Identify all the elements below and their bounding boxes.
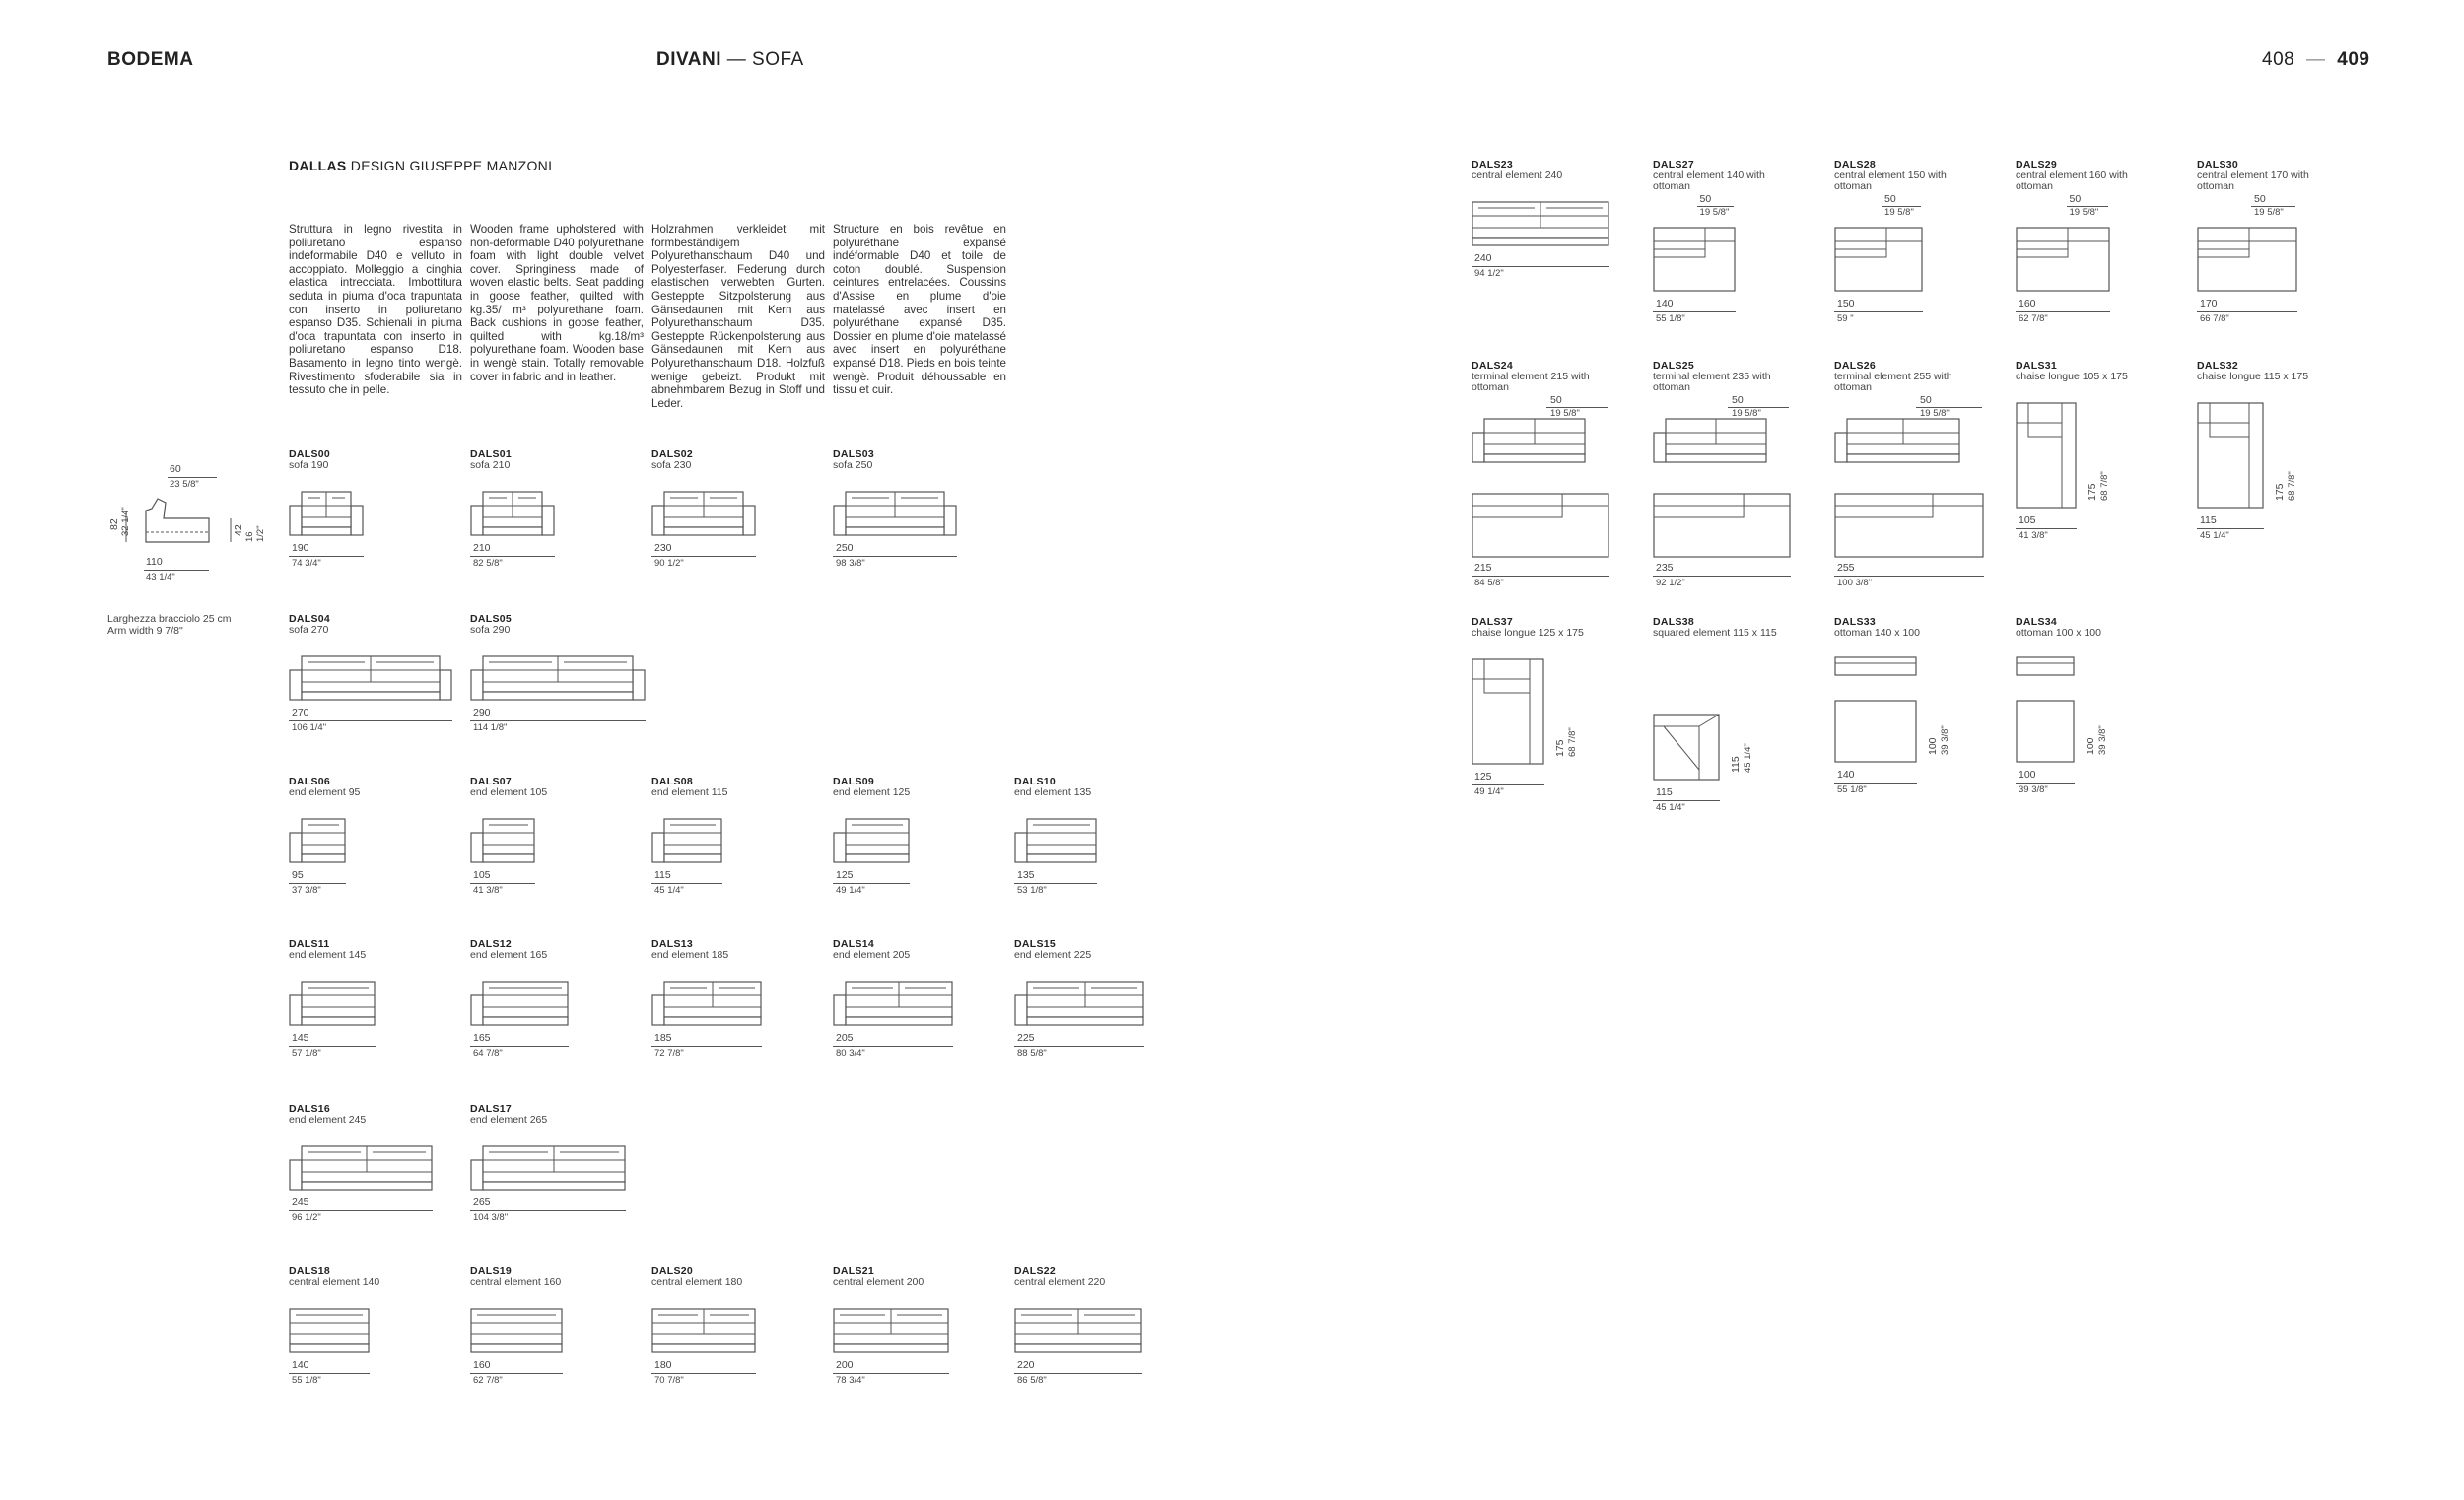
- module-label: sofa 210: [470, 459, 511, 471]
- module-top-dim-in: 19 5/8": [1699, 207, 1730, 218]
- module-width-in: 37 3/8": [292, 885, 321, 896]
- module-dals27: [1653, 159, 1828, 324]
- module-label: central element 170 with ottoman: [2197, 170, 2309, 192]
- module-top-dim-in: 19 5/8": [1920, 408, 1950, 419]
- module-plan-drawing: [289, 491, 364, 543]
- module-code: DALS00: [289, 448, 331, 460]
- module-width-cm: 140: [292, 1359, 309, 1371]
- module-width-in: 55 1/8": [1837, 784, 1867, 795]
- module-width-in: 41 3/8": [473, 885, 503, 896]
- module-label: central element 200: [833, 1276, 924, 1288]
- module-top-dim-cm: 50: [2254, 193, 2266, 205]
- module-width-cm: 115: [2200, 514, 2217, 526]
- module-width-in: 100 3/8": [1837, 578, 1873, 588]
- module-label: chaise longue 125 x 175: [1472, 627, 1584, 639]
- module-plan-drawing: [1472, 201, 1609, 253]
- description-it: Struttura in legno rivestita in poliuretano espanso indeformabile D40 e velluto in accoppiato. Molleggio a cinghia elastica intrecciata. Imbottitura seduta in piuma d'oca trapuntata con inserto in poliuretano espanso D35. Schienali in piuma d'oca trapuntata con inserto in poliuretano espanso D18. Basamento in legno tinto wengè. Rivestimento sfoderabile sia in tessuto che in pelle.: [289, 223, 462, 397]
- module-plan-drawing: [289, 1308, 370, 1360]
- module-top-dim-in: 19 5/8": [1732, 408, 1761, 419]
- module-width-in: 88 5/8": [1017, 1048, 1047, 1058]
- module-code: DALS05: [470, 613, 513, 625]
- module-width-in: 66 7/8": [2200, 313, 2229, 324]
- module-dals33: [1834, 616, 2010, 795]
- module-dals15: [1014, 938, 1190, 1058]
- module-width-cm: 290: [473, 707, 491, 718]
- module-width-in: 39 3/8": [2019, 784, 2048, 795]
- module-code: DALS15: [1014, 938, 1057, 950]
- module-label: chaise longue 105 x 175: [2016, 371, 2128, 382]
- module-code: DALS29: [2016, 159, 2058, 170]
- module-width-cm: 125: [836, 869, 854, 881]
- module-width-cm: 185: [654, 1032, 672, 1044]
- module-code: DALS23: [1472, 159, 1514, 170]
- module-label: end element 135: [1014, 786, 1092, 798]
- module-code: DALS20: [651, 1265, 694, 1277]
- page-left-number: 408: [2262, 49, 2295, 70]
- module-width-in: 64 7/8": [473, 1048, 503, 1058]
- module-width-in: 45 1/4": [654, 885, 684, 896]
- module-dals08: [651, 776, 827, 896]
- module-plan-drawing: [833, 818, 910, 870]
- module-width-in: 59 ": [1837, 313, 1854, 324]
- module-width-cm: 115: [654, 869, 671, 881]
- module-label: end element 245: [289, 1114, 367, 1125]
- module-dals25: [1653, 360, 1828, 588]
- module-plan-drawing: [833, 1308, 949, 1360]
- module-side-dim-in: 68 7/8": [1567, 727, 1578, 757]
- module-plan-drawing: [470, 655, 646, 708]
- module-dals30: [2197, 159, 2372, 324]
- module-dals20: [651, 1265, 827, 1386]
- profile-depth-cm: 60: [170, 463, 181, 475]
- module-width-in: 84 5/8": [1474, 578, 1504, 588]
- module-width-cm: 225: [1017, 1032, 1035, 1044]
- module-code: DALS02: [651, 448, 694, 460]
- module-top-dim-cm: 50: [1699, 193, 1712, 205]
- module-width-cm: 115: [1656, 786, 1673, 798]
- description-en: Wooden frame upholstered with non-deformable D40 polyurethane foam with light double velvet cover. Springiness made of woven elastic belts. Seat padding in goose feather, quilted with kg.35/ m³ polyurethane foam. Back cushions in goose feather, quilted with kg.18/m³ polyurethane foam. Wooden base in wengè stain. Totally removable cover in fabric and in leather.: [470, 223, 644, 383]
- module-width-cm: 95: [292, 869, 304, 881]
- module-top-dim-in: 19 5/8": [2254, 207, 2284, 218]
- module-dals17: [470, 1103, 646, 1223]
- module-dals18: [289, 1265, 464, 1386]
- module-width-in: 72 7/8": [654, 1048, 684, 1058]
- module-plan-drawing: [289, 981, 376, 1033]
- module-plan-drawing: [1014, 1308, 1142, 1360]
- module-side-dim-in: 39 3/8": [1940, 725, 1951, 755]
- module-code: DALS28: [1834, 159, 1877, 170]
- module-plan-drawing: [2016, 402, 2077, 515]
- module-dals07: [470, 776, 646, 896]
- module-code: DALS31: [2016, 360, 2058, 372]
- module-top-dim-in: 19 5/8": [2069, 207, 2099, 218]
- module-width-in: 55 1/8": [1656, 313, 1685, 324]
- module-width-in: 104 3/8": [473, 1212, 509, 1223]
- module-side-dim-cm: 175: [2274, 483, 2286, 501]
- module-plan-drawing: [2197, 402, 2264, 515]
- module-label: sofa 290: [470, 624, 511, 636]
- module-width-in: 62 7/8": [2019, 313, 2048, 324]
- module-plan-drawing: [651, 1308, 756, 1360]
- profile-width-cm: 110: [146, 556, 163, 568]
- module-plan-drawing: [1014, 818, 1097, 870]
- module-side-dim-cm: 115: [1730, 756, 1742, 773]
- module-width-in: 62 7/8": [473, 1375, 503, 1386]
- module-plan-drawing: [470, 981, 569, 1033]
- module-code: DALS08: [651, 776, 694, 787]
- module-width-in: 106 1/4": [292, 722, 327, 733]
- page-numbers: [2262, 49, 2369, 71]
- module-width-cm: 105: [473, 869, 491, 881]
- module-plan-drawing: [1834, 227, 1923, 299]
- module-side-dim-cm: 100: [1927, 737, 1939, 755]
- module-label: end element 225: [1014, 949, 1092, 961]
- profile-width-in: 43 1/4": [146, 572, 175, 582]
- module-plan-drawing: [1834, 656, 1917, 770]
- module-dals23: [1472, 159, 1647, 279]
- module-dals12: [470, 938, 646, 1058]
- module-dals04: [289, 613, 464, 733]
- module-width-in: 78 3/4": [836, 1375, 865, 1386]
- module-width-cm: 105: [2019, 514, 2036, 526]
- module-plan-drawing: [2016, 656, 2075, 770]
- module-plan-drawing: [1653, 227, 1736, 299]
- module-code: DALS03: [833, 448, 875, 460]
- module-width-in: 82 5/8": [473, 558, 503, 569]
- module-label: central element 240: [1472, 170, 1563, 181]
- module-top-dim-cm: 50: [1732, 394, 1744, 406]
- module-dals28: [1834, 159, 2010, 324]
- module-width-in: 98 3/8": [836, 558, 865, 569]
- module-label: terminal element 215 with ottoman: [1472, 371, 1590, 393]
- module-code: DALS16: [289, 1103, 331, 1115]
- module-width-in: 45 1/4": [2200, 530, 2229, 541]
- module-label: sofa 190: [289, 459, 329, 471]
- page-right-number: 409: [2337, 49, 2370, 70]
- module-width-in: 53 1/8": [1017, 885, 1047, 896]
- module-dals02: [651, 448, 827, 569]
- module-width-cm: 165: [473, 1032, 491, 1044]
- module-code: DALS27: [1653, 159, 1695, 170]
- module-dals21: [833, 1265, 1008, 1386]
- module-code: DALS12: [470, 938, 513, 950]
- module-width-cm: 215: [1474, 562, 1492, 574]
- description-fr: Structure en bois revêtue en polyuréthane expansé indéformable D40 et toile de coton doublé. Suspension ceintures entrelacées. Coussins d'Assise en plume d'oie matelassé avec insert en polyuréthane expansé D35. Dossier en plume d'oie matelassé avec insert en polyuréthane expansé D18. Pieds en bois teinte wengè. Produit déhoussable en tissu et cuir.: [833, 223, 1006, 397]
- module-label: central element 220: [1014, 1276, 1106, 1288]
- module-width-in: 86 5/8": [1017, 1375, 1047, 1386]
- module-plan-drawing: [470, 818, 535, 870]
- module-label: end element 145: [289, 949, 367, 961]
- module-code: DALS04: [289, 613, 331, 625]
- module-width-in: 49 1/4": [1474, 786, 1504, 797]
- module-plan-drawing: [2197, 227, 2297, 299]
- module-dals24: [1472, 360, 1647, 588]
- module-dals09: [833, 776, 1008, 896]
- module-label: end element 105: [470, 786, 548, 798]
- module-width-cm: 145: [292, 1032, 309, 1044]
- module-label: sofa 250: [833, 459, 873, 471]
- module-label: chaise longue 115 x 175: [2197, 371, 2309, 382]
- module-label: end element 115: [651, 786, 728, 798]
- module-plan-drawing: [1653, 418, 1791, 563]
- module-side-dim-in: 68 7/8": [2099, 471, 2110, 501]
- module-width-cm: 250: [836, 542, 854, 554]
- module-label: squared element 115 x 115: [1653, 627, 1777, 639]
- section-title: DIVANI — SOFA: [656, 49, 804, 70]
- module-dals14: [833, 938, 1008, 1058]
- module-plan-drawing: [651, 491, 756, 543]
- module-width-cm: 140: [1837, 769, 1855, 781]
- profile-seat-in: 16 1/2": [244, 525, 266, 542]
- module-label: end element 165: [470, 949, 548, 961]
- module-dals32: [2197, 360, 2372, 541]
- module-label: central element 160 with ottoman: [2016, 170, 2128, 192]
- module-label: end element 95: [289, 786, 361, 798]
- module-top-dim-cm: 50: [1920, 394, 1932, 406]
- description-de: Holzrahmen verkleidet mit formbeständigem Polyurethanschaum D40 und Polyesterfaser. Federung durch elastischen verwebten Gurten. Gesteppte Sitzpolsterung aus Gänsedaunen mit Kern aus Polyurethanschaum D35. Gesteppte Rückenpolsterung aus Gänsedaunen mit Kern aus Polyurethanschaum D18. Holzfuß wenige gebeizt. Produkt mit abnehmbarem Bezug in Stoff und Leder.: [651, 223, 825, 410]
- module-dals37: [1472, 616, 1647, 797]
- module-label: end element 205: [833, 949, 911, 961]
- module-code: DALS25: [1653, 360, 1695, 372]
- module-dals38: [1653, 616, 1828, 813]
- module-label: ottoman 140 x 100: [1834, 627, 1920, 639]
- module-code: DALS13: [651, 938, 694, 950]
- module-width-in: 74 3/4": [292, 558, 321, 569]
- module-plan-drawing: [833, 491, 957, 543]
- module-dals13: [651, 938, 827, 1058]
- module-side-dim-cm: 100: [2085, 737, 2096, 755]
- module-plan-drawing: [289, 655, 452, 708]
- module-width-cm: 255: [1837, 562, 1855, 574]
- module-code: DALS30: [2197, 159, 2239, 170]
- module-dals31: [2016, 360, 2191, 541]
- module-width-in: 49 1/4": [836, 885, 865, 896]
- module-plan-drawing: [2016, 227, 2110, 299]
- module-width-cm: 100: [2019, 769, 2036, 781]
- module-code: DALS32: [2197, 360, 2239, 372]
- module-plan-drawing: [1472, 418, 1609, 563]
- module-width-cm: 220: [1017, 1359, 1035, 1371]
- module-width-cm: 230: [654, 542, 672, 554]
- module-top-dim-cm: 50: [1884, 193, 1896, 205]
- module-label: sofa 230: [651, 459, 692, 471]
- module-top-dim-in: 19 5/8": [1884, 207, 1914, 218]
- module-code: DALS33: [1834, 616, 1877, 628]
- module-width-cm: 170: [2200, 298, 2218, 309]
- module-plan-drawing: [470, 1308, 563, 1360]
- module-plan-drawing: [1014, 981, 1144, 1033]
- module-code: DALS09: [833, 776, 875, 787]
- module-label: terminal element 255 with ottoman: [1834, 371, 1952, 393]
- module-code: DALS11: [289, 938, 330, 950]
- arm-width-it: Larghezza bracciolo 25 cm: [107, 613, 232, 625]
- module-width-in: 45 1/4": [1656, 802, 1685, 813]
- module-label: end element 125: [833, 786, 911, 798]
- module-width-cm: 200: [836, 1359, 854, 1371]
- module-plan-drawing: [289, 818, 346, 870]
- module-width-cm: 160: [2019, 298, 2036, 309]
- module-plan-drawing: [1653, 714, 1720, 787]
- module-width-cm: 140: [1656, 298, 1674, 309]
- module-dals22: [1014, 1265, 1190, 1386]
- module-width-in: 70 7/8": [654, 1375, 684, 1386]
- module-width-cm: 150: [1837, 298, 1855, 309]
- module-label: terminal element 235 with ottoman: [1653, 371, 1771, 393]
- module-width-in: 90 1/2": [654, 558, 684, 569]
- module-code: DALS06: [289, 776, 331, 787]
- module-code: DALS24: [1472, 360, 1514, 372]
- profile-seat-cm: 42: [233, 524, 244, 536]
- module-width-cm: 270: [292, 707, 309, 718]
- module-dals11: [289, 938, 464, 1058]
- module-plan-drawing: [470, 491, 555, 543]
- module-dals03: [833, 448, 1008, 569]
- module-side-dim-in: 45 1/4": [1743, 743, 1753, 773]
- module-width-in: 94 1/2": [1474, 268, 1504, 279]
- module-label: central element 140: [289, 1276, 380, 1288]
- module-plan-drawing: [289, 1145, 433, 1197]
- profile-height-cm: 82: [108, 518, 120, 530]
- module-code: DALS38: [1653, 616, 1695, 628]
- arm-width-note: [107, 613, 231, 637]
- module-width-cm: 265: [473, 1196, 491, 1208]
- side-profile-drawing: [106, 459, 266, 597]
- module-width-cm: 135: [1017, 869, 1035, 881]
- module-code: DALS19: [470, 1265, 513, 1277]
- module-code: DALS10: [1014, 776, 1057, 787]
- module-label: sofa 270: [289, 624, 329, 636]
- module-width-cm: 205: [836, 1032, 854, 1044]
- module-width-in: 96 1/2": [292, 1212, 321, 1223]
- module-plan-drawing: [470, 1145, 626, 1197]
- module-code: DALS17: [470, 1103, 513, 1115]
- module-dals34: [2016, 616, 2191, 795]
- module-width-cm: 210: [473, 542, 491, 554]
- module-width-in: 92 1/2": [1656, 578, 1685, 588]
- module-code: DALS18: [289, 1265, 331, 1277]
- module-code: DALS22: [1014, 1265, 1057, 1277]
- module-label: end element 265: [470, 1114, 548, 1125]
- module-label: end element 185: [651, 949, 729, 961]
- module-plan-drawing: [651, 981, 762, 1033]
- module-width-cm: 235: [1656, 562, 1674, 574]
- module-code: DALS07: [470, 776, 513, 787]
- brand-logo: BODEMA: [107, 49, 194, 70]
- module-label: central element 160: [470, 1276, 562, 1288]
- module-label: central element 140 with ottoman: [1653, 170, 1765, 192]
- module-code: DALS37: [1472, 616, 1514, 628]
- module-side-dim-cm: 175: [1554, 739, 1566, 757]
- page-separator: —: [2305, 49, 2326, 70]
- module-label: central element 150 with ottoman: [1834, 170, 1947, 192]
- arm-width-en: Arm width 9 7/8": [107, 625, 183, 637]
- module-dals19: [470, 1265, 646, 1386]
- module-dals26: [1834, 360, 2010, 588]
- module-top-dim-cm: 50: [2069, 193, 2082, 205]
- module-width-cm: 245: [292, 1196, 309, 1208]
- module-plan-drawing: [651, 818, 722, 870]
- module-width-in: 80 3/4": [836, 1048, 865, 1058]
- module-code: DALS34: [2016, 616, 2058, 628]
- module-dals10: [1014, 776, 1190, 896]
- module-side-dim-cm: 175: [2087, 483, 2098, 501]
- module-side-dim-in: 39 3/8": [2097, 725, 2108, 755]
- module-width-cm: 240: [1474, 252, 1492, 264]
- module-label: ottoman 100 x 100: [2016, 627, 2101, 639]
- module-label: central element 180: [651, 1276, 743, 1288]
- module-code: DALS21: [833, 1265, 875, 1277]
- module-side-dim-in: 68 7/8": [2287, 471, 2297, 501]
- module-dals00: [289, 448, 464, 569]
- module-dals01: [470, 448, 646, 569]
- module-code: DALS01: [470, 448, 513, 460]
- module-dals16: [289, 1103, 464, 1223]
- module-width-cm: 125: [1474, 771, 1492, 783]
- module-width-in: 55 1/8": [292, 1375, 321, 1386]
- module-width-cm: 160: [473, 1359, 491, 1371]
- module-plan-drawing: [1834, 418, 1984, 563]
- module-width-cm: 180: [654, 1359, 672, 1371]
- product-title: DALLAS DESIGN GIUSEPPE MANZONI: [289, 158, 553, 173]
- module-plan-drawing: [1472, 658, 1544, 772]
- profile-height-in: 32 1/4": [120, 507, 131, 536]
- module-width-in: 57 1/8": [292, 1048, 321, 1058]
- module-width-in: 114 1/8": [473, 722, 508, 733]
- module-top-dim-cm: 50: [1550, 394, 1562, 406]
- module-plan-drawing: [833, 981, 953, 1033]
- module-top-dim-in: 19 5/8": [1550, 408, 1580, 419]
- module-width-cm: 190: [292, 542, 309, 554]
- module-code: DALS14: [833, 938, 875, 950]
- module-dals05: [470, 613, 646, 733]
- module-width-in: 41 3/8": [2019, 530, 2048, 541]
- module-dals29: [2016, 159, 2191, 324]
- profile-depth-in: 23 5/8": [170, 479, 199, 490]
- module-dals06: [289, 776, 464, 896]
- module-code: DALS26: [1834, 360, 1877, 372]
